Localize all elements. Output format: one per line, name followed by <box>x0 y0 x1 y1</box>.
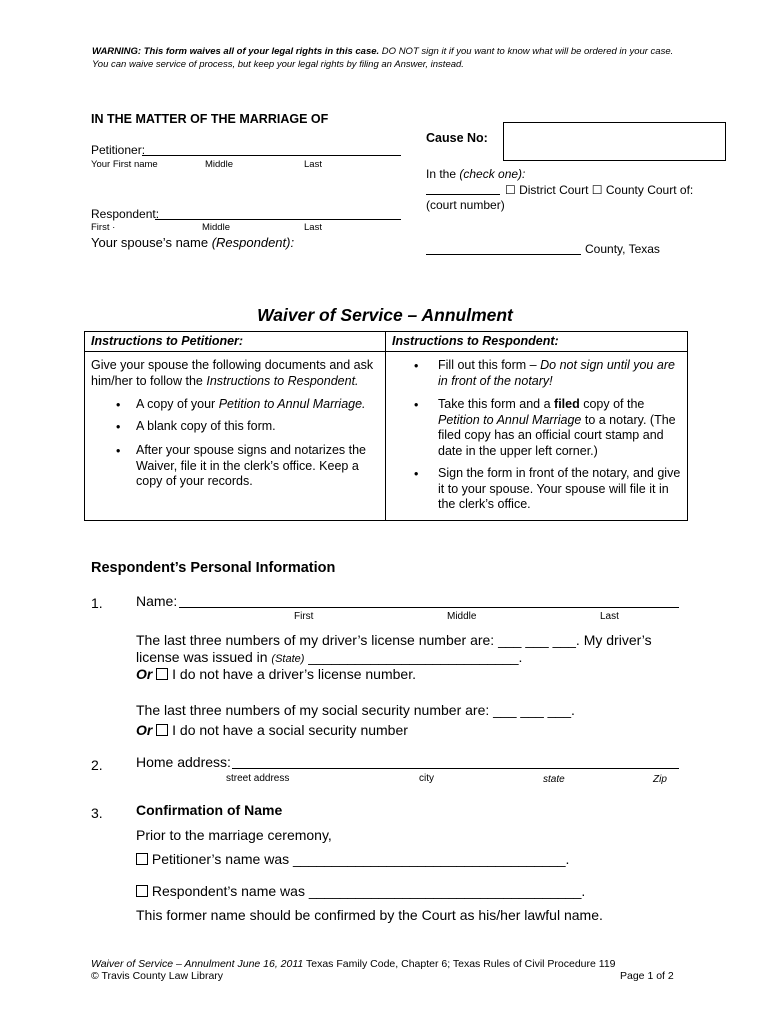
prior-ceremony-text: Prior to the marriage ceremony, <box>136 827 332 843</box>
resp-middle-label: Middle <box>202 222 230 233</box>
no-drivers-license-option[interactable]: Or I do not have a driver’s license number. <box>136 666 416 682</box>
cause-no-label: Cause No: <box>426 131 488 145</box>
bullet: • <box>414 359 419 373</box>
pet-middle-label: Middle <box>205 159 233 170</box>
city-label: city <box>419 773 434 784</box>
county-texas-label: County, Texas <box>585 242 660 256</box>
court-number-line[interactable] <box>426 194 500 195</box>
spouse-name-label: Your spouse’s name (Respondent): <box>91 235 295 250</box>
check-one-label: In the (check one): <box>426 167 526 181</box>
bullet: • <box>116 398 121 412</box>
ssn-line[interactable]: The last three numbers of my social security number are: ___ ___ ___. <box>136 702 575 718</box>
form-title: Waiver of Service – Annulment <box>257 305 513 325</box>
name-label: Name: <box>136 593 178 609</box>
bullet: • <box>414 467 419 481</box>
cause-no-box[interactable] <box>503 122 726 161</box>
resp-last-label: Last <box>304 222 322 233</box>
petitioner-label: Petitioner: <box>91 143 146 157</box>
confirmation-heading: Confirmation of Name <box>136 802 283 818</box>
petitioner-instructions-heading: Instructions to Petitioner: <box>91 334 244 348</box>
instructions-header-divider <box>85 351 687 352</box>
former-name-statement: This former name should be confirmed by the Court as his/her lawful name. <box>136 907 603 923</box>
matter-heading: IN THE MATTER OF THE MARRIAGE OF <box>91 112 329 126</box>
no-ssn-checkbox[interactable] <box>156 724 168 736</box>
zip-label: Zip <box>653 774 667 785</box>
respondent-instructions-heading: Instructions to Respondent: <box>392 334 559 348</box>
footer-library: © Travis County Law Library <box>91 970 224 982</box>
petitioner-former-name[interactable]: Petitioner’s name was ___________________________________. <box>136 851 569 867</box>
pet-item-blank-form: A blank copy of this form. <box>136 419 276 433</box>
home-address-label: Home address: <box>136 754 231 770</box>
resp-item-sign: Sign the form in front of the notary, and give it to your spouse. Your spouse will file it in the clerk’s office. <box>438 466 681 511</box>
pet-first-label: Your First name <box>91 159 158 170</box>
footer-form-info: Waiver of Service – Annulment June 16, 2011 Texas Family Code, Chapter 6; Texas Rules of Civil Procedure 119 <box>91 958 616 970</box>
drivers-license-line[interactable]: The last three numbers of my driver’s license number are: ___ ___ ___. My driver’s <box>136 632 652 648</box>
county-line[interactable] <box>426 254 581 255</box>
respondent-line[interactable] <box>155 219 401 220</box>
pet-item-petition: A copy of your Petition to Annul Marriage. <box>136 397 366 411</box>
personal-info-heading: Respondent’s Personal Information <box>91 560 336 576</box>
state-label: state <box>543 774 565 785</box>
respondent-name-checkbox[interactable] <box>136 885 148 897</box>
item-number-2: 2. <box>91 757 103 773</box>
respondent-instructions <box>386 332 687 520</box>
home-address-line[interactable] <box>232 768 679 769</box>
court-type-options[interactable]: ☐ District Court ☐ County Court of: <box>505 183 694 197</box>
court-number-label: (court number) <box>426 198 505 212</box>
resp-item-notary: Take this form and a filed copy of the Petition to Annul Marriage to a notary. (The filed copy has an official court stamp and date in the upper left corner.) <box>438 397 676 458</box>
item-number-1: 1. <box>91 595 103 611</box>
resp-first-label: First · <box>91 222 116 233</box>
pet-item-file: After your spouse signs and notarizes the Waiver, file it in the clerk’s office. Keep a copy of your records. <box>136 443 366 488</box>
name-last-label: Last <box>600 611 619 622</box>
bullet: • <box>116 444 121 458</box>
respondent-label: Respondent: <box>91 207 160 221</box>
street-label: street address <box>226 773 290 784</box>
item-number-3: 3. <box>91 805 103 821</box>
name-line[interactable] <box>179 607 679 608</box>
petitioner-instructions <box>85 332 386 520</box>
bullet: • <box>414 398 419 412</box>
no-license-checkbox[interactable] <box>156 668 168 680</box>
no-ssn-option[interactable]: Or I do not have a social security number <box>136 722 408 738</box>
license-state-line[interactable]: license was issued in (State) ___________________________. <box>136 649 523 665</box>
resp-item-fill: Fill out this form – Do not sign until you are in front of the notary! <box>438 358 675 388</box>
warning-text: WARNING: This form waives all of your legal rights in this case. DO NOT sign it if you want to know what will be ordered in your case. You can waive service of process, but keep your legal rights by filing an Answer, instead. <box>92 46 674 70</box>
instructions-table <box>84 331 688 521</box>
petitioner-intro: Give your spouse the following documents and ask him/her to follow the Instructions to Respondent. <box>91 358 374 388</box>
pet-last-label: Last <box>304 159 322 170</box>
respondent-former-name[interactable]: Respondent’s name was ___________________________________. <box>136 883 585 899</box>
bullet: • <box>116 420 121 434</box>
footer-page-number: Page 1 of 2 <box>620 970 674 982</box>
name-middle-label: Middle <box>447 611 477 622</box>
name-first-label: First <box>294 611 314 622</box>
petitioner-line[interactable] <box>142 155 401 156</box>
petitioner-name-checkbox[interactable] <box>136 853 148 865</box>
